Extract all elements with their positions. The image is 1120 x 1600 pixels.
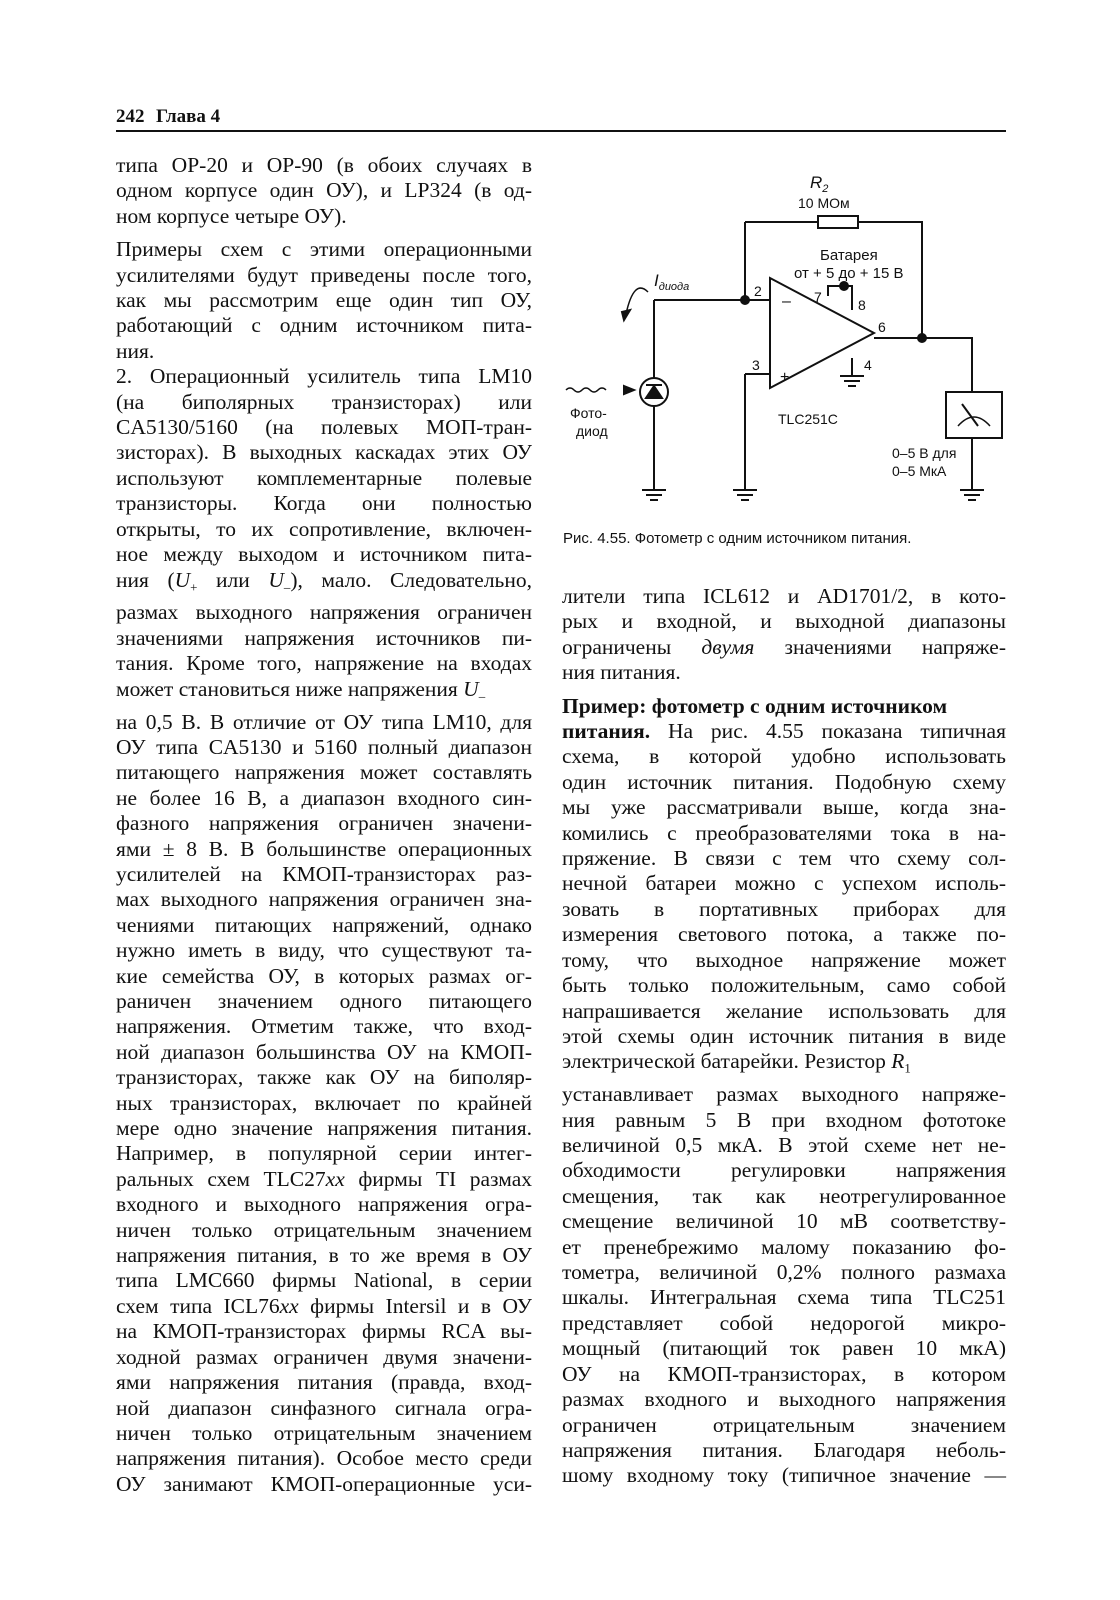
- text-line: шому входному току (типичное значение —: [562, 1463, 1006, 1488]
- text-line: нужно иметь в виду, что существуют та-: [116, 938, 532, 963]
- text-line: напряжения питания, в то же время в ОУ: [116, 1243, 532, 1268]
- text-run: фирмы Intersil и в ОУ: [298, 1293, 532, 1318]
- text-line: [562, 694, 1006, 719]
- text-line: ничен только отрицательным значением: [116, 1217, 532, 1242]
- right-column: [562, 584, 1006, 1489]
- text-run: значениями напряже-: [754, 634, 1007, 659]
- ground-meter: [960, 490, 984, 500]
- light-arrow-icon: [566, 388, 606, 392]
- figure-4-55: [562, 160, 1006, 530]
- pin6-label: 6: [878, 319, 886, 335]
- text-line: шкалы. Интегральная схема типа TLC251: [562, 1285, 1006, 1310]
- text-line: измерения светового потока, а также по-: [562, 922, 1006, 947]
- text-run: На рис. 4.55 показана типичная: [650, 719, 1006, 744]
- text-run: xx: [325, 1166, 345, 1191]
- text-run: ральных схем TLC27: [116, 1166, 326, 1191]
- text-line: представляет собой недорогой микро-: [562, 1310, 1006, 1335]
- pin4-label: 4: [864, 357, 872, 373]
- text-line: напряжения питания). Особое место среди: [116, 1446, 532, 1471]
- text-run: ), мало. Следовательно,: [290, 567, 532, 592]
- left-column: [116, 153, 532, 1497]
- photodiode-label-1: Фото-: [570, 405, 607, 421]
- text-line: напряжения питания. Благодаря неболь-: [562, 1437, 1006, 1462]
- text-run: xx: [279, 1293, 299, 1318]
- text-line: ния.: [116, 338, 155, 363]
- text-line: [116, 1294, 532, 1319]
- text-line: Например, в популярной серии интег-: [116, 1141, 532, 1166]
- photodiode-label-2: диод: [576, 423, 608, 439]
- text-line: ничен только отрицательным значением: [116, 1420, 532, 1445]
- text-line: пряжение. В связи с тем что схему сол-: [562, 846, 1006, 871]
- text-line: зовать в портативных приборах для: [562, 896, 1006, 921]
- input-node: [741, 296, 749, 304]
- text-run: R: [891, 1049, 905, 1074]
- text-line: входного и выходного напряжения огра-: [116, 1192, 532, 1217]
- text-line: смещение величиной 10 мВ соответству-: [562, 1209, 1006, 1234]
- text-line: устанавливает размах выходного напряже-: [562, 1082, 1006, 1107]
- text-line: ных транзисторах, включает по крайней: [116, 1090, 532, 1115]
- header-rule: [116, 130, 1006, 132]
- text-line: [116, 677, 532, 710]
- resistor-r2: [818, 216, 858, 228]
- text-line: зисторах). В выходных каскадах этих ОУ: [116, 440, 532, 465]
- pin8-label: 8: [858, 297, 866, 313]
- text-line: [562, 719, 1006, 744]
- pin7-label: 7: [814, 289, 822, 305]
- text-line: размах входного и выходного напряжения: [562, 1387, 1006, 1412]
- text-line: как мы рассмотрим еще один тип ОУ,: [116, 288, 532, 313]
- text-run: –: [283, 580, 291, 594]
- text-line: мощный (питающий ток равен 10 мкА): [562, 1336, 1006, 1361]
- text-line: типа OP-20 и OP-90 (в обоих случаях в: [116, 153, 532, 177]
- r2-value: 10 МОм: [798, 195, 850, 211]
- text-line: типа LMC660 фирмы National, в серии: [116, 1268, 532, 1293]
- text-line: работающий с одним источником пита-: [116, 313, 532, 338]
- text-line: [116, 568, 532, 601]
- text-line: ном корпусе четыре ОУ).: [116, 203, 347, 228]
- text-line: мах выходного напряжения ограничен зна-: [116, 887, 532, 912]
- output-wire: [874, 338, 972, 392]
- text-run: схем типа ICL76: [116, 1293, 280, 1318]
- text-line: тания. Кроме того, напряжение на входах: [116, 651, 532, 676]
- text-line: размах выходного напряжения ограничен: [116, 600, 532, 625]
- text-line: (на биполярных транзисторах) или: [116, 389, 532, 414]
- text-line: смещения, так как неотрегулированное: [562, 1183, 1006, 1208]
- current-label: $I_{диода}$: [654, 271, 690, 293]
- text-run: U: [268, 567, 284, 592]
- text-line: схема, в которой удобно использовать: [562, 744, 1006, 769]
- text-line: один источник питания. Подобную схему: [562, 769, 1006, 794]
- text-line: величиной 0,5 мкА. В этой схеме нет не-: [562, 1133, 1006, 1158]
- text-line: тому, что выходное напряжение может: [562, 947, 1006, 972]
- text-line: транзисторах, также как ОУ на биполяр-: [116, 1065, 532, 1090]
- text-line: ной диапазон большинства ОУ на КМОП-: [116, 1039, 532, 1064]
- text-run: электрической батарейки. Резистор: [562, 1049, 892, 1074]
- minus-sign: –: [782, 293, 791, 310]
- chip-label: TLC251C: [778, 411, 838, 427]
- pin2-label: 2: [754, 283, 762, 299]
- text-line: ОУ на КМОП-транзисторах, в котором: [562, 1361, 1006, 1386]
- text-line: ограничен отрицательным значением: [562, 1412, 1006, 1437]
- text-line: рых и входной, и выходной диапазоны: [562, 609, 1006, 634]
- text-line: чениями питающих напряжений, однако: [116, 912, 532, 937]
- text-run: ограничены: [562, 634, 702, 659]
- text-line: CA5130/5160 (на полевых МОП-тран-: [116, 415, 532, 440]
- text-line: комились с преобразователями тока в на-: [562, 820, 1006, 845]
- text-run: U: [174, 567, 191, 592]
- text-line: кие семейства ОУ, в которых размах ог-: [116, 963, 532, 988]
- text-line: ходной размах ограничен двумя значени-: [116, 1344, 532, 1369]
- text-line: усилителями будут приведены после того,: [116, 262, 532, 287]
- text-line: 2. Операционный усилитель типа LM10: [116, 364, 532, 389]
- chapter-title: Глава 4: [156, 106, 221, 127]
- paragraph-gap: [116, 229, 532, 237]
- text-line: мере одно значение напряжения питания.: [116, 1116, 532, 1141]
- text-run: Пример: фотометр с одним источником: [562, 693, 948, 718]
- text-line: мы уже рассматривали выше, когда зна-: [562, 795, 1006, 820]
- text-line: напряжения. Отметим также, что вход-: [116, 1014, 532, 1039]
- text-line: не более 16 В, а диапазон входного син-: [116, 785, 532, 810]
- paragraph-gap: [562, 686, 1006, 694]
- text-line: этой схемы один источник питания в виде: [562, 1023, 1006, 1048]
- plus-sign: +: [780, 369, 790, 386]
- text-line: обходимости регулировки напряжения: [562, 1158, 1006, 1183]
- text-line: используют комплементарные полевые: [116, 465, 532, 490]
- text-run: питания.: [562, 719, 651, 744]
- battery-range: от + 5 до + 15 В: [794, 265, 904, 282]
- text-line: [562, 635, 1006, 660]
- text-run: или: [197, 567, 269, 592]
- text-run: ния (: [116, 567, 175, 592]
- text-run: 1: [904, 1061, 911, 1076]
- text-line: транзисторы. Когда они полностью: [116, 491, 532, 516]
- text-line: ОУ занимают КМОП-операционные уси-: [116, 1471, 532, 1496]
- text-line: быть только положительным, само собой: [562, 973, 1006, 998]
- text-line: лители типа ICL612 и AD1701/2, в кото-: [562, 584, 1006, 608]
- text-line: на 0,5 В. В отличие от ОУ типа LM10, для: [116, 709, 532, 734]
- page-number: 242: [116, 106, 145, 127]
- meter-icon: [946, 392, 1002, 438]
- text-line: раничен значением одного питающего: [116, 989, 532, 1013]
- meter-range-a: 0–5 МкА: [892, 463, 947, 479]
- text-line: [116, 1167, 532, 1192]
- text-line: ной диапазон синфазного сигнала огра-: [116, 1395, 532, 1420]
- meter-range-v: 0–5 В для: [892, 445, 957, 461]
- photometer-circuit: [562, 160, 1006, 530]
- text-line: ет пренебрежимо малому показанию фо-: [562, 1234, 1006, 1259]
- pin3-label: 3: [752, 357, 760, 373]
- battery-label: Батарея: [820, 247, 878, 264]
- text-line: [562, 1049, 1006, 1082]
- r2-label: $R_2$: [810, 173, 829, 195]
- text-line: ОУ типа CA5130 и 5160 полный диапазон: [116, 734, 532, 759]
- output-node: [918, 334, 926, 342]
- text-line: напрашивается желание использовать для: [562, 998, 1006, 1023]
- text-line: значениями напряжения источников пи-: [116, 625, 532, 650]
- running-header: [116, 104, 1004, 130]
- ground-pin3: [733, 490, 757, 500]
- text-line: ями напряжения питания (правда, вход-: [116, 1370, 532, 1395]
- text-run: может становиться ниже напряжения: [116, 676, 464, 701]
- text-line: ния питания.: [562, 660, 681, 685]
- text-line: одном корпусе один ОУ), и LP324 (в од-: [116, 178, 532, 203]
- text-run: фирмы TI размах: [344, 1166, 532, 1191]
- text-run: –: [478, 689, 486, 704]
- pin7-node: [840, 282, 848, 290]
- text-line: питающего напряжения может составлять: [116, 760, 532, 785]
- text-line: на КМОП-транзисторах фирмы RCA вы-: [116, 1319, 532, 1344]
- figure-caption: Рис. 4.55. Фотометр с одним источником питания.: [563, 530, 912, 547]
- text-line: нечной батареи можно с успехом исполь-: [562, 871, 1006, 896]
- text-run: U: [463, 676, 479, 701]
- text-line: фазного напряжения ограничен значени-: [116, 811, 532, 836]
- text-line: тометра, величиной 0,2% полного размаха: [562, 1260, 1006, 1285]
- text-line: ное между выходом и источником пита-: [116, 542, 532, 567]
- text-line: ями ± 8 В. В большинстве операционных: [116, 836, 532, 861]
- text-line: усилителей на КМОП-транзисторах раз-: [116, 861, 532, 886]
- text-line: открыты, то их сопротивление, включен-: [116, 516, 532, 541]
- text-line: ния равным 5 В при входном фототоке: [562, 1107, 1006, 1132]
- text-line: Примеры схем с этими операционными: [116, 237, 532, 262]
- text-run: двумя: [701, 634, 755, 659]
- ground-photodiode: [642, 490, 666, 500]
- text-run: +: [190, 580, 198, 594]
